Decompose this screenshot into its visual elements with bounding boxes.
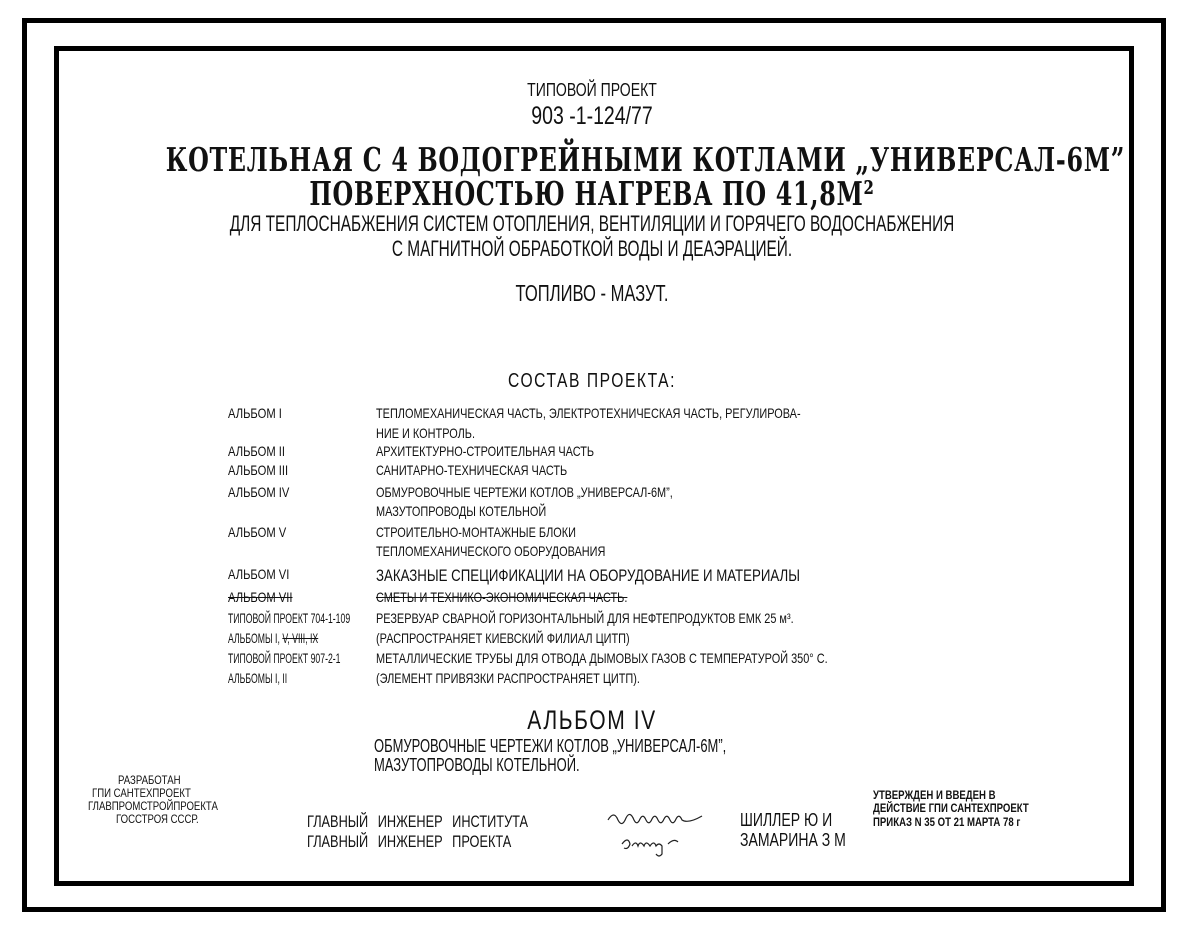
sublabel-text: АЛЬБОМЫ I, II [228,670,288,686]
contents-item-description: МЕТАЛЛИЧЕСКИЕ ТРУБЫ ДЛЯ ОТВОДА ДЫМОВЫХ ГАЗОВ С ТЕМПЕРАТУРОЙ 350° С. [376,650,828,666]
contents-item-label: АЛЬБОМ V [228,524,287,540]
contents-item-description: НИЕ И КОНТРОЛЬ. [376,425,476,441]
contents-item-description: (РАСПРОСТРАНЯЕТ КИЕВСКИЙ ФИЛИАЛ ЦИТП) [376,630,630,646]
developer-line: РАЗРАБОТАН [118,773,181,787]
signature-name: ШИЛЛЕР Ю И [740,810,833,830]
contents-item-label: АЛЬБОМ VI [228,566,290,582]
signature-role: ГЛАВНЫЙ ИНЖЕНЕР ПРОЕКТА [307,832,512,851]
handwritten-signature [618,832,688,858]
contents-item-sublabel [228,630,318,646]
contents-item-label: АЛЬБОМ IV [228,484,290,500]
contents-item-description: ТЕПЛОМЕХАНИЧЕСКАЯ ЧАСТЬ, ЭЛЕКТРОТЕХНИЧЕСКАЯ ЧАСТЬ, РЕГУЛИРОВА- [376,405,801,421]
contents-heading: СОСТАВ ПРОЕКТА: [507,370,677,392]
signature-role: ГЛАВНЫЙ ИНЖЕНЕР ИНСТИТУТА [307,812,529,831]
contents-item-description: ТЕПЛОМЕХАНИЧЕСКОГО ОБОРУДОВАНИЯ [376,543,606,559]
contents-item-label: АЛЬБОМ I [228,405,282,421]
sublabel-text: АЛЬБОМЫ I, [228,630,280,646]
developer-line: ГОССТРОЯ СССР. [116,812,199,826]
contents-item-label: АЛЬБОМ III [228,462,289,478]
approval-line: ДЕЙСТВИЕ ГПИ САНТЕХПРОЕКТ [873,801,1029,815]
album-line-1: ОБМУРОВОЧНЫЕ ЧЕРТЕЖИ КОТЛОВ „УНИВЕРСАЛ-6М”, [374,736,727,756]
contents-item-label: АЛЬБОМ VII [228,589,293,605]
struck-albums: V, VIII, IX [282,630,319,646]
project-type: ТИПОВОЙ ПРОЕКТ [527,80,657,100]
project-number: 903 -1-124/77 [531,102,653,130]
contents-item-label: АЛЬБОМ II [228,443,286,459]
contents-item-description: (ЭЛЕМЕНТ ПРИВЯЗКИ РАСПРОСТРАНЯЕТ ЦИТП). [376,670,640,686]
signature-name: ЗАМАРИНА З М [740,830,846,850]
developer-line: ГЛАВПРОМСТРОЙПРОЕКТА [88,799,218,813]
contents-item-description: СМЕТЫ И ТЕХНИКО-ЭКОНОМИЧЕСКАЯ ЧАСТЬ. [376,589,628,605]
fuel: ТОПЛИВО - МАЗУТ. [515,280,669,306]
subtitle-line-2: С МАГНИТНОЙ ОБРАБОТКОЙ ВОДЫ И ДЕАЭРАЦИЕЙ. [391,236,793,261]
title-line-2: ПОВЕРХНОСТЬЮ НАГРЕВА ПО 41,8М² [309,174,875,213]
contents-item-description: ОБМУРОВОЧНЫЕ ЧЕРТЕЖИ КОТЛОВ „УНИВЕРСАЛ-6М”, [376,484,673,500]
contents-item-description: РЕЗЕРВУАР СВАРНОЙ ГОРИЗОНТАЛЬНЫЙ ДЛЯ НЕФТЕПРОДУКТОВ ЕМК 25 м³. [376,610,794,626]
approval-line: УТВЕРЖДЕН И ВВЕДЕН В [873,788,996,802]
contents-item-label: ТИПОВОЙ ПРОЕКТ 704-1-109 [228,610,351,626]
contents-item-description: СТРОИТЕЛЬНО-МОНТАЖНЫЕ БЛОКИ [376,524,576,540]
title-line-1: КОТЕЛЬНАЯ С 4 ВОДОГРЕЙНЫМИ КОТЛАМИ „УНИВЕРСАЛ-6М” [165,140,1126,179]
contents-item-sublabel [228,670,287,686]
contents-item-description: САНИТАРНО-ТЕХНИЧЕСКАЯ ЧАСТЬ [376,462,568,478]
contents-item-description: МАЗУТОПРОВОДЫ КОТЕЛЬНОЙ [376,503,547,519]
handwritten-signature [606,808,736,828]
contents-item-description: ЗАКАЗНЫЕ СПЕЦИФИКАЦИИ НА ОБОРУДОВАНИЕ И МАТЕРИАЛЫ [376,566,800,585]
contents-item-label: ТИПОВОЙ ПРОЕКТ 907-2-1 [228,650,341,666]
album-title: АЛЬБОМ IV [527,705,657,735]
subtitle-line-1: ДЛЯ ТЕПЛОСНАБЖЕНИЯ СИСТЕМ ОТОПЛЕНИЯ, ВЕНТИЛЯЦИИ И ГОРЯЧЕГО ВОДОСНАБЖЕНИЯ [229,211,955,236]
developer-line: ГПИ САНТЕХПРОЕКТ [92,786,191,800]
contents-item-description: АРХИТЕКТУРНО-СТРОИТЕЛЬНАЯ ЧАСТЬ [376,443,595,459]
approval-line: ПРИКАЗ N 35 ОТ 21 МАРТА 78 г [873,815,1021,829]
album-line-2: МАЗУТОПРОВОДЫ КОТЕЛЬНОЙ. [374,755,580,775]
